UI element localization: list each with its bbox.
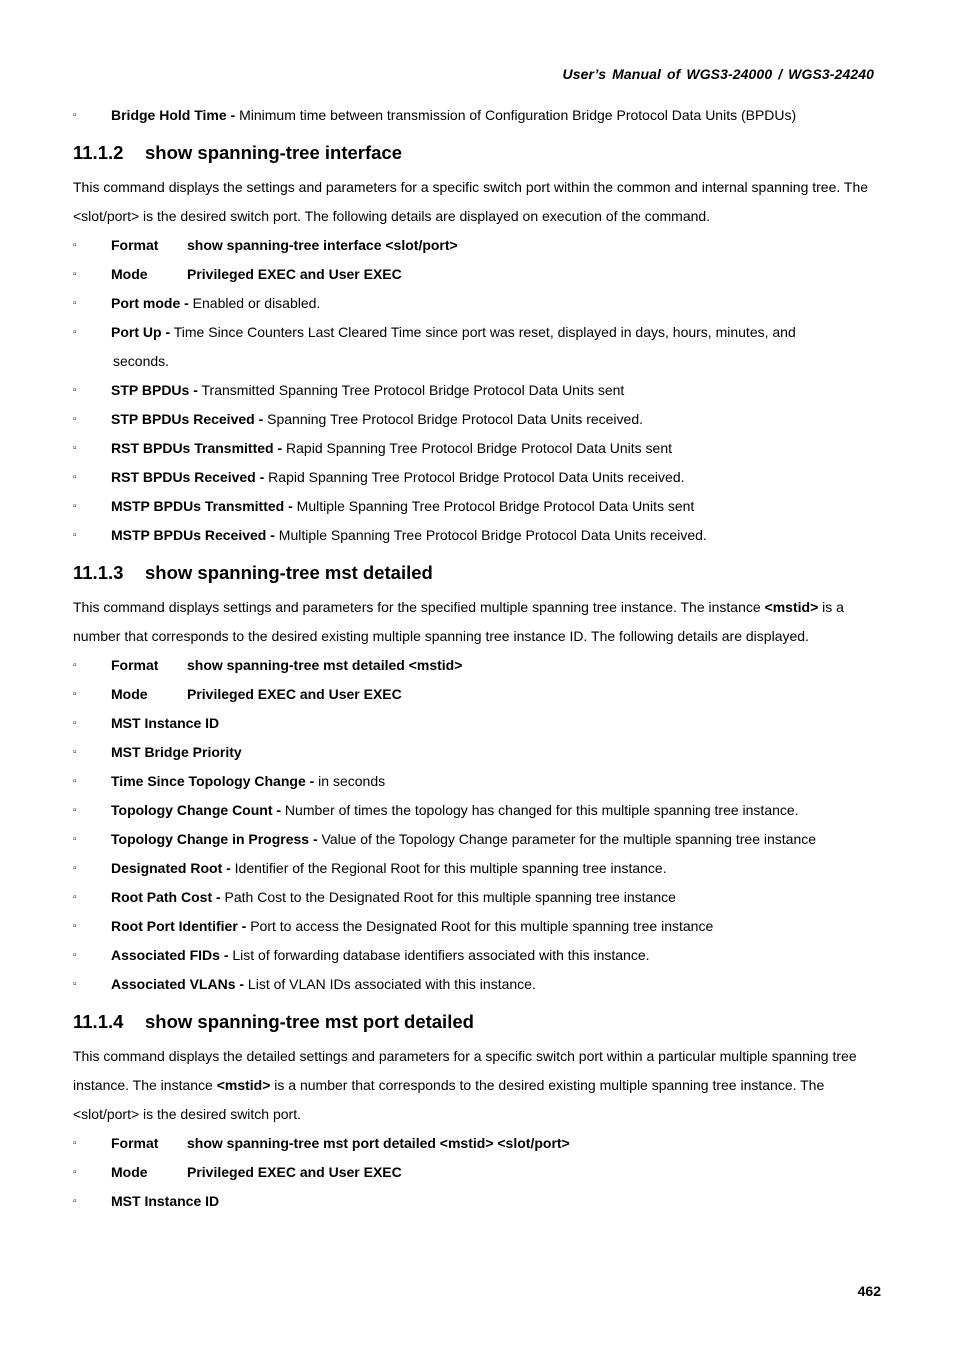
bullet-icon: ▫ <box>73 298 77 309</box>
list-item <box>73 854 888 883</box>
format-value: show spanning-tree mst detailed <mstid> <box>187 657 463 673</box>
bullet-icon: ▫ <box>73 472 77 483</box>
list-item <box>73 941 888 970</box>
list-item <box>73 767 888 796</box>
section-heading <box>73 139 888 167</box>
section-paragraph <box>73 593 888 651</box>
item-desc: Enabled or disabled. <box>188 295 321 311</box>
bullet-icon: ▫ <box>73 718 77 729</box>
item-desc: Minimum time between transmission of Configuration Bridge Protocol Data Units (BPDUs) <box>235 107 797 123</box>
mode-value: Privileged EXEC and User EXEC <box>187 686 402 702</box>
paragraph-text: is a number that corresponds to the desired existing multiple spanning tree instance. The <slot/port> is the desired switch port. <box>73 1077 825 1122</box>
bullet-icon: ▫ <box>73 1196 77 1207</box>
mode-label: Mode <box>111 686 148 702</box>
list-item <box>73 738 888 767</box>
paragraph-text: This command displays the detailed settings and parameters for a specific switch port within a particular multiple spanning tree instance. The instance <box>73 1048 857 1093</box>
item-term: Associated FIDs - <box>111 947 229 963</box>
bullet-icon: ▫ <box>73 747 77 758</box>
item-term: STP BPDUs - <box>111 382 198 398</box>
section-heading <box>73 559 888 587</box>
bullet-icon: ▫ <box>73 834 77 845</box>
item-term: MSTP BPDUs Received - <box>111 527 275 543</box>
item-term: Topology Change Count - <box>111 802 282 818</box>
list-item <box>73 434 888 463</box>
mode-value: Privileged EXEC and User EXEC <box>187 266 402 282</box>
format-label: Format <box>111 237 159 253</box>
item-desc: in seconds <box>314 773 386 789</box>
item-desc: Time Since Counters Last Cleared Time since port was reset, displayed in days, hours, minutes, and <box>170 324 796 340</box>
bullet-icon: ▫ <box>73 110 77 121</box>
item-term: Root Path Cost - <box>111 889 221 905</box>
item-desc: Rapid Spanning Tree Protocol Bridge Protocol Data Units received. <box>264 469 685 485</box>
format-row <box>73 231 888 260</box>
item-desc: Identifier of the Regional Root for this multiple spanning tree instance. <box>230 860 667 876</box>
list-item <box>73 463 888 492</box>
bullet-icon: ▫ <box>73 385 77 396</box>
item-term: Port Up - <box>111 324 171 340</box>
bullet-icon: ▫ <box>73 863 77 874</box>
list-item <box>73 709 888 738</box>
section-title: show spanning-tree mst port detailed <box>145 1011 474 1032</box>
section-number: 11.1.2 <box>73 142 124 163</box>
list-item <box>73 825 888 854</box>
bullet-icon: ▫ <box>73 269 77 280</box>
list-item <box>73 521 888 550</box>
format-value: show spanning-tree interface <slot/port> <box>187 237 458 253</box>
item-term: Port mode - <box>111 295 189 311</box>
list-item <box>73 912 888 941</box>
format-label: Format <box>111 1135 159 1151</box>
item-term: Time Since Topology Change - <box>111 773 315 789</box>
item-term: MSTP BPDUs Transmitted - <box>111 498 293 514</box>
param-name: <mstid> <box>764 599 819 615</box>
item-term: MST Bridge Priority <box>111 744 242 760</box>
list-item <box>73 405 888 434</box>
item-term: Topology Change in Progress - <box>111 831 318 847</box>
section-paragraph <box>73 173 888 231</box>
item-desc: Value of the Topology Change parameter for the multiple spanning tree instance <box>317 831 817 847</box>
item-desc: Rapid Spanning Tree Protocol Bridge Protocol Data Units sent <box>282 440 673 456</box>
bullet-icon: ▫ <box>73 414 77 425</box>
mode-label: Mode <box>111 266 148 282</box>
list-item <box>73 883 888 912</box>
item-term: RST BPDUs Received - <box>111 469 265 485</box>
section-heading <box>73 1008 888 1036</box>
paragraph-text: This command displays the settings and parameters for a specific switch port within the common and internal spanning tree. The <slot/port> is the desired switch port. The following details are displayed on execution of the command. <box>73 179 869 224</box>
item-term: Root Port Identifier - <box>111 918 247 934</box>
top-bullet-item <box>73 101 888 130</box>
section-number: 11.1.4 <box>73 1011 124 1032</box>
section-title: show spanning-tree mst detailed <box>145 562 433 583</box>
bullet-icon: ▫ <box>73 1138 77 1149</box>
paragraph-text: is a number that corresponds to the desired existing multiple spanning tree instance ID. The following details are displayed. <box>73 599 844 644</box>
bullet-icon: ▫ <box>73 979 77 990</box>
section-number: 11.1.3 <box>73 562 124 583</box>
item-desc: List of VLAN IDs associated with this instance. <box>244 976 536 992</box>
item-desc: Port to access the Designated Root for this multiple spanning tree instance <box>246 918 714 934</box>
bullet-icon: ▫ <box>73 443 77 454</box>
item-term: MST Instance ID <box>111 1193 220 1209</box>
bullet-icon: ▫ <box>73 660 77 671</box>
list-item <box>73 492 888 521</box>
format-label: Format <box>111 657 159 673</box>
bullet-icon: ▫ <box>73 776 77 787</box>
item-desc: Number of times the topology has changed for this multiple spanning tree instance. <box>281 802 799 818</box>
item-desc: Multiple Spanning Tree Protocol Bridge Protocol Data Units sent <box>292 498 695 514</box>
item-desc: List of forwarding database identifiers associated with this instance. <box>228 947 650 963</box>
list-item <box>73 796 888 825</box>
bullet-icon: ▫ <box>73 327 77 338</box>
format-row <box>73 651 888 680</box>
bullet-icon: ▫ <box>73 530 77 541</box>
sections-container <box>73 139 888 1216</box>
list-item <box>73 318 888 347</box>
item-desc: Spanning Tree Protocol Bridge Protocol Data Units received. <box>263 411 644 427</box>
item-term: RST BPDUs Transmitted - <box>111 440 283 456</box>
mode-row <box>73 1158 888 1187</box>
format-row <box>73 1129 888 1158</box>
bullet-icon: ▫ <box>73 892 77 903</box>
bullet-icon: ▫ <box>73 689 77 700</box>
item-term: STP BPDUs Received - <box>111 411 264 427</box>
list-item <box>73 1187 888 1216</box>
list-item <box>73 970 888 999</box>
list-item <box>73 376 888 405</box>
item-term: MST Instance ID <box>111 715 220 731</box>
paragraph-text: This command displays settings and parameters for the specified multiple spanning tree instance. The instance <box>73 599 765 615</box>
item-continuation: seconds. <box>113 353 170 369</box>
bullet-icon: ▫ <box>73 805 77 816</box>
list-item <box>73 289 888 318</box>
item-desc: Path Cost to the Designated Root for this multiple spanning tree instance <box>220 889 676 905</box>
section-paragraph <box>73 1042 888 1129</box>
page-number: 462 <box>857 1283 881 1299</box>
param-name: <mstid> <box>216 1077 271 1093</box>
item-term: Associated VLANs - <box>111 976 245 992</box>
item-term: Designated Root - <box>111 860 231 876</box>
bullet-icon: ▫ <box>73 950 77 961</box>
mode-label: Mode <box>111 1164 148 1180</box>
format-value: show spanning-tree mst port detailed <mstid> <slot/port> <box>187 1135 570 1151</box>
mode-row <box>73 260 888 289</box>
item-term: Bridge Hold Time - <box>111 107 236 123</box>
mode-value: Privileged EXEC and User EXEC <box>187 1164 402 1180</box>
bullet-icon: ▫ <box>73 1167 77 1178</box>
item-desc: Multiple Spanning Tree Protocol Bridge Protocol Data Units received. <box>274 527 707 543</box>
bullet-icon: ▫ <box>73 921 77 932</box>
item-desc: Transmitted Spanning Tree Protocol Bridge Protocol Data Units sent <box>197 382 625 398</box>
page-content <box>73 101 888 1216</box>
bullet-icon: ▫ <box>73 240 77 251</box>
bullet-icon: ▫ <box>73 501 77 512</box>
running-header: User’s Manual of WGS3-24000 / WGS3-24240 <box>562 66 874 82</box>
section-title: show spanning-tree interface <box>145 142 402 163</box>
mode-row <box>73 680 888 709</box>
